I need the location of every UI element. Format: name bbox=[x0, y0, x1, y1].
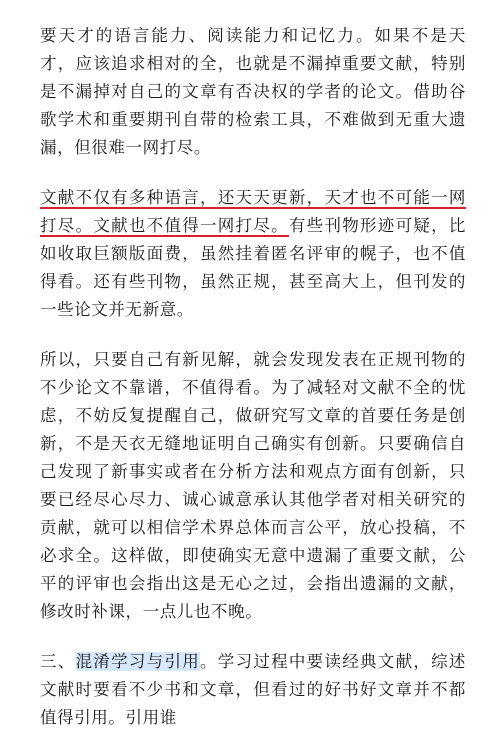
paragraph-3 bbox=[40, 346, 466, 626]
section-number: 三、 bbox=[40, 652, 76, 671]
red-underlined-sentence: 文献不仅有多种语言，还天天更新，天才也不可能一网打尽。文献也不值得一网打尽。 bbox=[40, 188, 466, 235]
paragraph-3-text: 所以，只要自己有新见解，就会发现发表在正规刊物的不少论文不靠谱，不值得看。为了减轻对文献不全的忧虑，不妨反复提醒自己，做研究写文章的首要任务是创新，不是天衣无缝地证明自己确实有创新。只要确信自己发现了新事实或者在分析方法和观点方面有创新，只要已经尽心尽力、诚心诚意承认其他学者对相关研究的贡献，就可以相信学术界总体而言公平，放心投稿，不必求全。这样做，即使确实无意中遗漏了重要文献，公平的评审也会指出这是无心之过，会指出遗漏的文献，修改时补课，一点儿也不晚。 bbox=[40, 350, 466, 621]
paragraph-1 bbox=[40, 22, 466, 162]
section-3-paragraph bbox=[40, 648, 466, 732]
section-3-rest: 。学习过程中要读经典文献，综述文献时要看不少书和文章，但看过的好书好文章并不都值得引用。引用谁 bbox=[40, 652, 467, 727]
section-heading-highlight: 混淆学习与引用 bbox=[75, 652, 201, 671]
paragraph-2 bbox=[40, 184, 466, 324]
paragraph-2-rest: 有些刊物形迹可疑，比如收取巨额版面费，虽然挂着匿名评审的幌子，也不值得看。还有些刊物，虽然正规，甚至高大上，但刊发的一些论文并无新意。 bbox=[40, 216, 467, 319]
paragraph-1-text: 要天才的语言能力、阅读能力和记忆力。如果不是天才，应该追求相对的全，也就是不漏掉重要文献，特别是不漏掉对自己的文章有否决权的学者的论文。借助谷歌学术和重要期刊自带的检索工具，不难做到无重大遗漏，但很难一网打尽。 bbox=[40, 26, 466, 157]
